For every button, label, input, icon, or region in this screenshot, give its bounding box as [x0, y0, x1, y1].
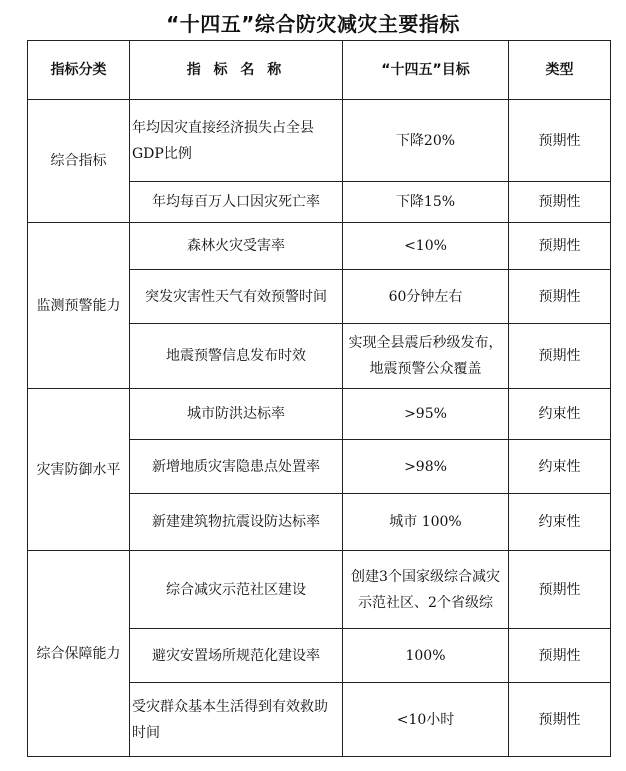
table-row: [28, 389, 611, 440]
indicator-type: 预期性: [509, 100, 611, 182]
indicator-target: 100%: [343, 629, 509, 683]
category-cell: 监测预警能力: [28, 223, 130, 389]
table-row: [28, 100, 611, 182]
indicator-type: 预期性: [509, 223, 611, 270]
indicator-target: >95%: [343, 389, 509, 440]
table-row: [28, 223, 611, 270]
indicator-target: [343, 551, 509, 629]
indicator-target: >98%: [343, 440, 509, 494]
indicator-type: 预期性: [509, 270, 611, 324]
indicator-target: 城市 100%: [343, 494, 509, 551]
header-target: “十四五”目标: [343, 41, 509, 100]
header-category: 指标分类: [28, 41, 130, 100]
category-cell: 综合保障能力: [28, 551, 130, 757]
indicator-target: 下降15%: [343, 182, 509, 223]
indicator-name: 突发灾害性天气有效预警时间: [130, 270, 343, 324]
indicator-target-text: 实现全县震后秒级发布，地震预警公众覆盖: [348, 335, 503, 377]
indicator-name: 城市防洪达标率: [130, 389, 343, 440]
indicator-target: 下降20%: [343, 100, 509, 182]
indicator-type: 约束性: [509, 389, 611, 440]
indicator-name: 年均因灾直接经济损失占全县GDP比例: [130, 100, 343, 182]
indicator-name: 避灾安置场所规范化建设率: [130, 629, 343, 683]
indicator-type: 约束性: [509, 440, 611, 494]
indicator-name: 受灾群众基本生活得到有效救助时间: [130, 683, 343, 757]
indicator-name: 森林火灾受害率: [130, 223, 343, 270]
indicator-name: 综合减灾示范社区建设: [130, 551, 343, 629]
indicator-name: 新建建筑物抗震设防达标率: [130, 494, 343, 551]
indicator-target: 60分钟左右: [343, 270, 509, 324]
header-name: 指 标 名 称: [130, 41, 343, 100]
indicator-name: 地震预警信息发布时效: [130, 324, 343, 389]
indicator-target-text: 创建3个国家级综合减灾示范社区、2个省级综: [351, 568, 500, 611]
indicator-target: [343, 324, 509, 389]
indicator-type: 预期性: [509, 182, 611, 223]
indicator-target: <10%: [343, 223, 509, 270]
indicator-type: 预期性: [509, 629, 611, 683]
header-row: [28, 41, 611, 100]
header-type: 类型: [509, 41, 611, 100]
indicator-type: 约束性: [509, 494, 611, 551]
table-row: [28, 551, 611, 629]
indicator-name: 年均每百万人口因灾死亡率: [130, 182, 343, 223]
indicator-type: 预期性: [509, 324, 611, 389]
indicator-name: 新增地质灾害隐患点处置率: [130, 440, 343, 494]
indicator-table: [27, 40, 611, 757]
indicator-target: <10小时: [343, 683, 509, 757]
indicator-type: 预期性: [509, 551, 611, 629]
category-cell: 灾害防御水平: [28, 389, 130, 551]
category-cell: 综合指标: [28, 100, 130, 223]
page-title: “十四五”综合防灾减灾主要指标: [166, 12, 460, 36]
indicator-type: 预期性: [509, 683, 611, 757]
